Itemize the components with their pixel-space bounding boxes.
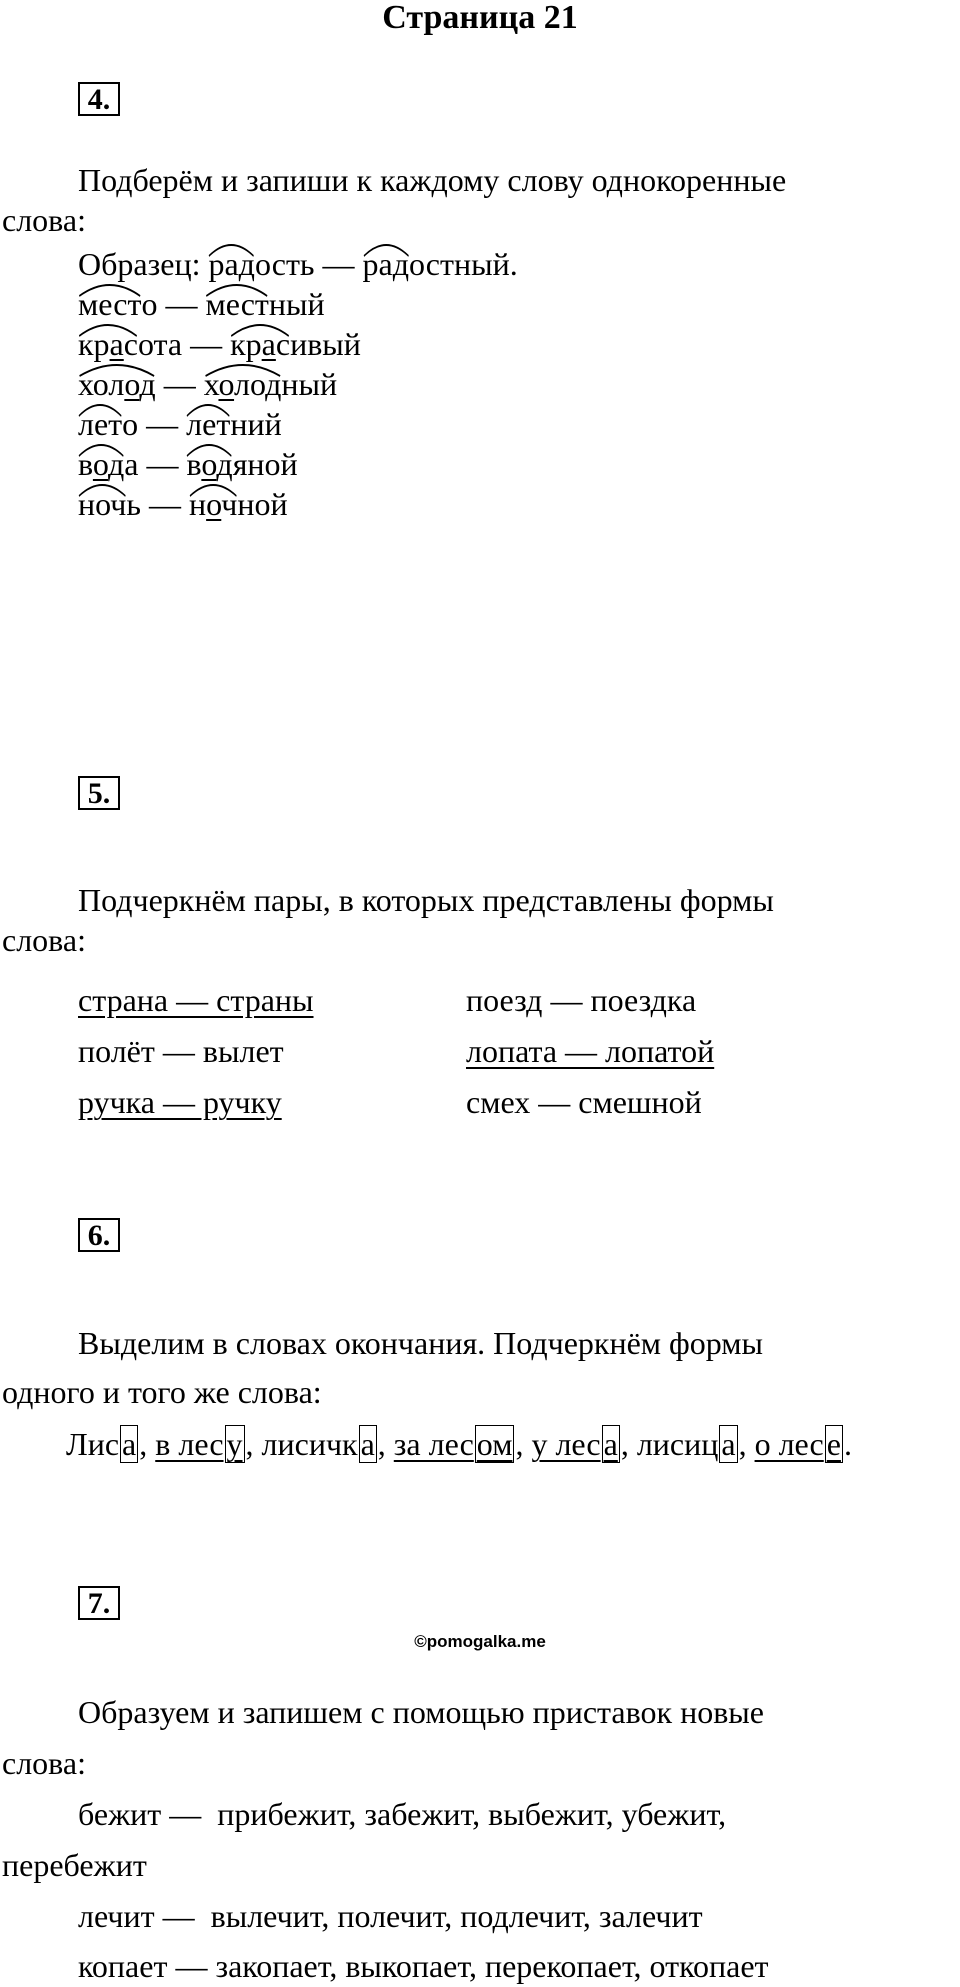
word-form-underlined: о лесе [754, 1426, 841, 1462]
root-arc-icon [78, 318, 138, 338]
root-arc-icon [78, 438, 124, 458]
ending-box: а [360, 1426, 375, 1462]
exercise-4-task-line2: слова: [2, 202, 86, 238]
root-arc-icon [186, 438, 232, 458]
exercise-4-row: вода — водяной [78, 444, 298, 484]
root-word: вод [186, 444, 232, 484]
word-form-underlined: за лесом [393, 1426, 513, 1462]
root-arc-icon [230, 318, 290, 338]
pair-underlined: страна — страны [78, 982, 314, 1018]
watermark: ©pomogalka.me [414, 1632, 546, 1651]
pair-underlined: лопата — лопатой [466, 1033, 715, 1069]
exercise-5-number: 5. [78, 776, 120, 810]
root-arc-icon [78, 398, 122, 418]
root-word: мест [78, 284, 141, 324]
root-word: ноч [78, 484, 126, 524]
root-arc-icon [363, 238, 409, 258]
exercise-6-sentence: Лиса, в лесу, лисичка, за лесом, у леса, лисица, о лесе. [66, 1426, 852, 1462]
exercise-4-task-line1: Подберём и запиши к каждому слову однокоренные [78, 162, 787, 198]
exercise-5-task-line1: Подчеркнём пары, в которых представлены формы [78, 882, 774, 918]
root-word: лет [186, 404, 230, 444]
root-arc-icon [208, 238, 254, 258]
exercise-7-number: 7. [78, 1586, 120, 1620]
ending-box: ом [476, 1426, 513, 1462]
exercise-4-sample: Образец: радость — радостный. [78, 244, 518, 284]
ending-box: у [226, 1426, 243, 1462]
root-word: рад [208, 244, 254, 284]
exercise-7-answer-line: копает — закопает, выкопает, перекопает, откопает [78, 1948, 769, 1984]
exercise-6-task-line2: одного и того же слова: [2, 1374, 322, 1410]
root-arc-icon [205, 278, 268, 298]
word-form-underlined: у леса [531, 1426, 618, 1462]
exercise-7-answer-line: перебежит [2, 1847, 147, 1883]
root-word: лет [78, 404, 122, 444]
exercise-6-task-line1: Выделим в словах окончания. Подчеркнём формы [78, 1325, 764, 1361]
root-arc-icon [78, 278, 141, 298]
exercise-4-number: 4. [78, 82, 120, 116]
root-word: холод [204, 364, 282, 404]
root-arc-icon [204, 358, 282, 378]
ending-box: а [603, 1426, 618, 1462]
root-word: вод [78, 444, 124, 484]
exercise-7-answer-line: бежит — прибежит, забежит, выбежит, убежит, [78, 1796, 727, 1832]
root-word: ноч [189, 484, 237, 524]
sample-label: Образец: [78, 246, 201, 282]
pair: смех — смешной [466, 1084, 702, 1120]
root-arc-icon [186, 398, 230, 418]
root-word: холод [78, 364, 156, 404]
pair-underlined: ручка — ручку [78, 1084, 282, 1120]
ending-box: а [122, 1426, 137, 1462]
exercise-5-task-line2: слова: [2, 922, 86, 958]
root-word: крас [78, 324, 138, 364]
root-word: крас [230, 324, 290, 364]
root-arc-icon [78, 478, 126, 498]
ending-box: а [721, 1426, 736, 1462]
exercise-4-row: лето — летний [78, 404, 282, 444]
pair: поезд — поездка [466, 982, 697, 1018]
root-arc-icon [78, 358, 156, 378]
exercise-7-answer-line: лечит — вылечит, полечит, подлечит, залечит [78, 1898, 703, 1934]
root-word: рад [363, 244, 409, 284]
exercise-4-row: холод — холодный [78, 364, 337, 404]
root-arc-icon [189, 478, 237, 498]
root-word: мест [205, 284, 268, 324]
exercise-4-row: красота — красивый [78, 324, 361, 364]
exercise-4-row: ночь — ночной [78, 484, 288, 524]
word-form-underlined: в лесу [155, 1426, 243, 1462]
exercise-7-task-line1: Образуем и запишем с помощью приставок новые [78, 1694, 764, 1730]
pair: полёт — вылет [78, 1033, 284, 1069]
exercise-4-row: место — местный [78, 284, 325, 324]
exercise-7-task-line2: слова: [2, 1745, 86, 1781]
exercise-6-number: 6. [78, 1218, 120, 1252]
ending-box: е [826, 1426, 841, 1462]
page-title: Страница 21 [382, 0, 578, 36]
